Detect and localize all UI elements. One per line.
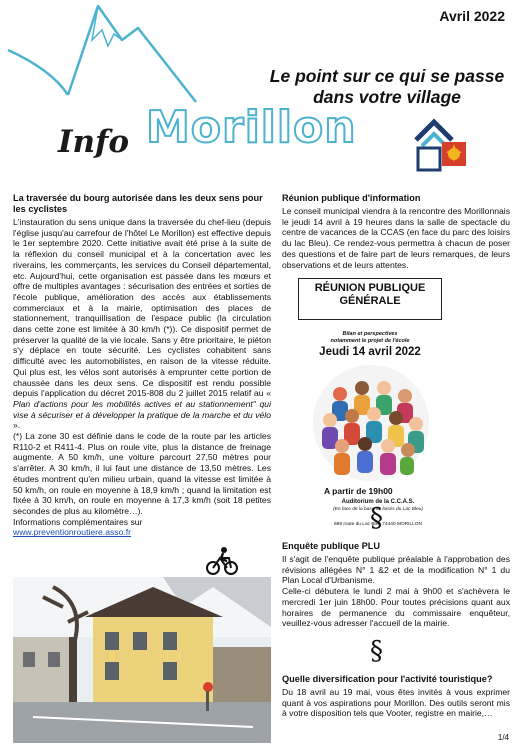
plu-body: Il s'agit de l'enquête publique préalable à l'approbation des révisions allégées N° 1 &2 et de la modification N° 1 du Plan Local d'Urbanisme. — [282, 554, 510, 586]
poster-title-line2: GÉNÉRALE — [339, 295, 401, 307]
page-number: 1/4 — [497, 733, 509, 742]
poster-subtitle-line2: notamment le projet de l'école — [330, 338, 410, 344]
logo-info-text: Info — [58, 124, 130, 160]
tagline: Le point sur ce qui se passe dans votre village — [269, 66, 505, 107]
poster-time: A partir de 19h00 — [324, 486, 393, 496]
poster-date: Jeudi 14 avril 2022 — [319, 346, 421, 358]
poster-title-box — [298, 278, 442, 320]
crowd-illustration — [310, 364, 432, 482]
article-body — [13, 217, 271, 431]
poster-address: 689 route du Lac Bleu 74440 MORILLON — [334, 522, 422, 527]
cyclist-icon — [205, 546, 239, 576]
section-sign-icon-2: § — [370, 636, 383, 666]
left-column — [13, 193, 271, 538]
poster-title-line1: RÉUNION PUBLIQUE — [314, 282, 426, 294]
tourism-section — [282, 674, 510, 719]
right-column — [282, 193, 510, 270]
meeting-body: Le conseil municipal viendra à la rencontre des Morillonnais le jeudi 14 avril à 19 heures dans la salle de spectacle du centre de vacances de la CCAS (en face du parc des loisirs du lac Bleu). Ce rendez-vous permettra à chacun de poser des questions et de faire part de leurs remarques, de leurs observations et de leurs attentes. — [282, 206, 510, 270]
logo-morillon-text: Morillon — [146, 102, 357, 153]
poster-subtitle-line1: Bilan et perspectives — [342, 331, 398, 337]
article-body-quote: Plan d'actions pour les mobilités actives et au stationnement" qui vise à sécuriser et à développer la pratique de la marche et du vélo — [13, 398, 271, 420]
plu-section — [282, 541, 510, 629]
poster-venue: Auditorium de la C.C.A.S. — [341, 499, 415, 505]
poster-subtitle — [296, 331, 444, 345]
poster-venue-note: (En face de la base de loisirs du Lac Bleu) — [333, 507, 423, 512]
plu-dates: Celle-ci débutera le lundi 2 mai à 9h00 et s'achèvera le mercredi 1er juin 18h00. Pour toutes précisions quant aux horaires de permanence du commissaire enquêteur, veuillez-vous adresser l'accueil de la mairie. — [282, 586, 510, 629]
tourism-title: Quelle diversification pour l'activité touristique? — [282, 674, 493, 684]
issue-date: Avril 2022 — [439, 8, 505, 24]
zone30-note: (*) La zone 30 est définie dans le code de la route par les articles R110-2 et R411-4. Plus on roule vite, plus la distance de freinage augmente. A 50 km/h, une voiture parcourt 27,50 mètres pour s'arrêter. A 30 km/h, il lui faut une distance de 13,50 mètres. Les études montrent qu'en milieu urbain, quand la vitesse est limitée à 50 km/h, on roule en moyenne à 18,9 km/h ; quand la limitation est fixée à 30 km/h, on roule en moyenne à 17,3 km/h (soit 18 petites secondes de plus au kilomètre…). — [13, 431, 271, 516]
article-title-cyclists: La traversée du bourg autorisée dans les deux sens pour les cyclistes — [13, 193, 263, 214]
village-street-photo — [13, 577, 271, 743]
village-emblem-icon — [412, 116, 470, 174]
prevention-link[interactable]: www.preventionroutiere.asso.fr — [13, 527, 131, 538]
more-info-text: Informations complémentaires sur — [13, 516, 143, 527]
tourism-body: Du 18 avril au 19 mai, vous êtes invités à vous exprimer quant à vos aspirations pour Morillon. Des outils seront mis à votre disposition tels que Vooter, registre en mairie,… — [282, 687, 510, 719]
article-body-end: ». — [13, 420, 21, 431]
section-sign-icon: § — [370, 503, 383, 533]
meeting-title: Réunion publique d'information — [282, 193, 421, 203]
article-body-main: L'instauration du sens unique dans la traversée du chef-lieu (depuis l'église jusqu'au carrefour de l'hôtel Le Morillon) est effective depuis le 1er septembre 2020. Cette initiative avait été prise à la suite de la réflexion du conseil municipal et à la concertation avec les riverains, les commerçants, les services du Conseil départemental, etc. Aujourd'hui, cette organisation est passée dans les mœurs et offre de multiples avantages : sécurisation des entrées et sorties de l'école publique, amélioration des accès aux établissements commerciaux et à la mairie, optimisation des places de stationnement, tranquillisation de l'espace public (la circulation dans cette zone est limitée à 30 km/h (*)). Ce dispositif permet de préserver la qualité de la vie locale. Sans y être prioritaire, le piéton s'y déplace en toute sécurité. Les cyclistes cohabitent sans difficulté avec les automobilistes, en raison de la vitesse réduite. Qui plus est, les vélos sont autorisés à emprunter cette portion de chaussée dans les deux sens. Ce dispositif est rendu possible depuis l'application du décret 2015-808 du 2 juillet 2015 relatif au « — [13, 217, 271, 399]
header — [0, 0, 523, 170]
plu-title: Enquête publique PLU — [282, 541, 380, 551]
